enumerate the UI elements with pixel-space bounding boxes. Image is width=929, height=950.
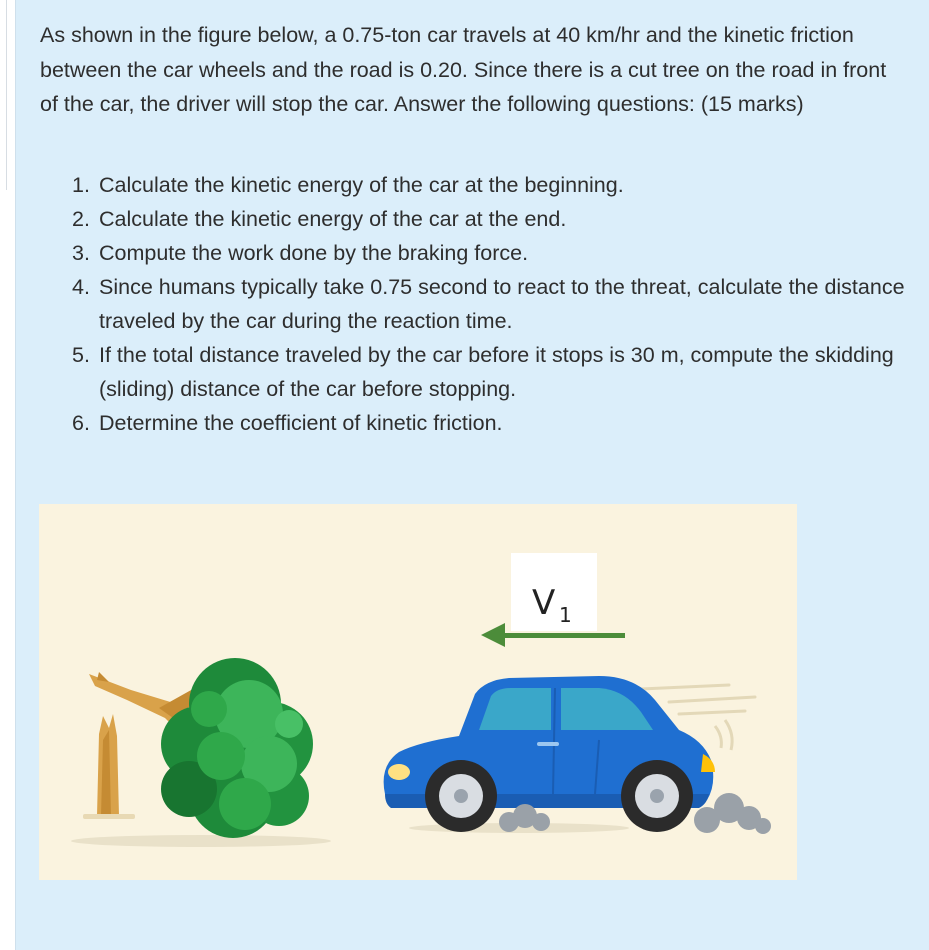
velocity-subscript: 1	[559, 603, 572, 627]
item-number: 4.	[72, 275, 90, 299]
item-number: 5.	[72, 343, 90, 367]
velocity-label: V	[532, 583, 556, 623]
list-item	[72, 202, 909, 236]
left-edge-divider	[0, 0, 7, 190]
list-item	[72, 406, 909, 440]
bush-icon	[161, 658, 313, 838]
item-text: If the total distance traveled by the car before it stops is 30 m, compute the skidding (sliding) distance of the car before stopping.	[99, 343, 894, 401]
figure-illustration	[39, 504, 797, 880]
velocity-label-box	[511, 553, 597, 631]
list-item	[72, 168, 909, 202]
item-number: 2.	[72, 207, 90, 231]
car-figure	[39, 504, 797, 880]
ground-shadow	[71, 835, 331, 847]
item-number: 6.	[72, 411, 90, 435]
item-text: Calculate the kinetic energy of the car at the beginning.	[99, 173, 624, 197]
list-item	[72, 338, 909, 406]
list-item	[72, 270, 909, 338]
item-text: Determine the coefficient of kinetic friction.	[99, 411, 503, 435]
front-wheel	[425, 760, 497, 832]
item-number: 3.	[72, 241, 90, 265]
item-text: Since humans typically take 0.75 second to react to the threat, calculate the distance traveled by the car during the reaction time.	[99, 275, 905, 333]
item-text: Compute the work done by the braking force.	[99, 241, 529, 265]
item-number: 1.	[72, 173, 90, 197]
list-item	[72, 236, 909, 270]
item-text: Calculate the kinetic energy of the car at the end.	[99, 207, 567, 231]
question-intro: As shown in the figure below, a 0.75-ton car travels at 40 km/hr and the kinetic friction between the car wheels and the road is 0.20. Since there is a cut tree on the road in front of the car, the driver will stop the car. Answer the following questions: (15 marks)	[40, 23, 887, 116]
question-list	[72, 168, 909, 440]
rear-wheel	[621, 760, 693, 832]
